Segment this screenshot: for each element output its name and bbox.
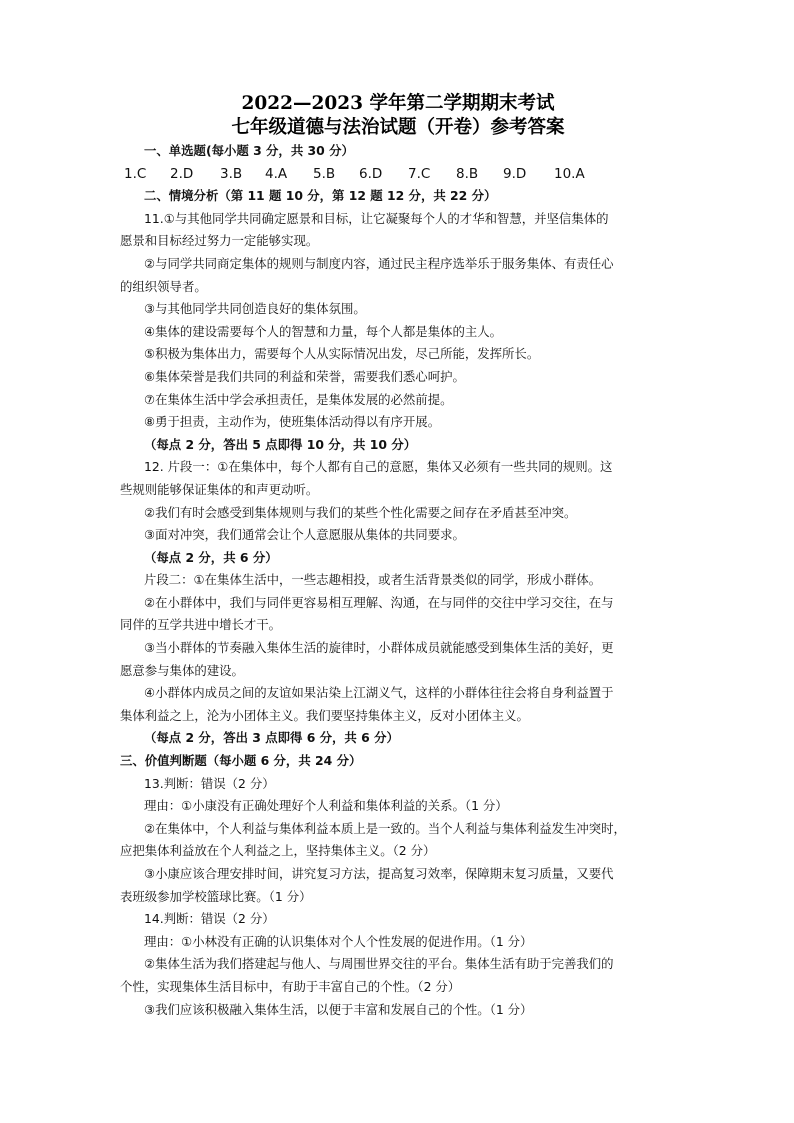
section-2-heading: 二、情境分析（第 11 题 10 分，第 12 题 12 分，共 22 分） [144,188,497,204]
text-line: 11.①与其他同学共同确定愿景和目标，让它凝聚每个人的才华和智慧，并坚信集体的 [144,210,609,226]
text-line: ③当小群体的节奏融入集体生活的旋律时，小群体成员就能感受到集体生活的美好，更 [144,640,614,656]
text-line: ⑧勇于担责，主动作为，使班集体活动得以有序开展。 [144,414,441,430]
document-content [120,92,676,1021]
text-line: ②在小群体中，我们与同伴更容易相互理解、沟通，在与同伴的交往中学习交往，在与 [144,594,614,610]
answer-1: 1.C [124,165,147,182]
text-line: （每点 2 分，答出 3 点即得 6 分，共 6 分） [144,730,399,746]
text-line: 片段二：①在集体生活中，一些志趣相投，或者生活背景类似的同学，形成小群体。 [144,572,602,588]
answer-body [120,208,676,1021]
answer-4: 4.A [265,165,288,182]
text-line: 理由：①小康没有正确处理好个人利益和集体利益的关系。（1 分） [144,798,508,814]
text-line: 12. 片段一：①在集体中，每个人都有自己的意愿，集体又必须有一些共同的规则。这 [144,459,613,475]
text-line: （每点 2 分，共 6 分） [144,549,278,565]
answer-10: 10.A [554,165,585,182]
answer-6: 6.D [359,165,383,182]
text-line: ③与其他同学共同创造良好的集体氛围。 [144,301,366,317]
answer-key-row [120,163,676,186]
text-line: ③小康应该合理安排时间，讲究复习方法，提高复习效率，保障期末复习质量，又要代 [144,866,614,881]
text-line: 些规则能够保证集体的和声更动听。 [120,481,319,497]
text-line: ②集体生活为我们搭建起与他人、与周围世界交往的平台。集体生活有助于完善我们的 [144,956,614,972]
text-line: ③面对冲突，我们通常会让个人意愿服从集体的共同要求。 [144,527,465,543]
text-line: ②与同学共同商定集体的规则与制度内容，通过民主程序选举乐于服务集体、有责任心 [144,255,614,271]
text-line: 三、价值判断题（每小题 6 分，共 24 分） [120,753,362,769]
text-line: ②我们有时会感受到集体规则与我们的某些个性化需要之间存在矛盾甚至冲突。 [144,504,577,520]
text-line: ②在集体中，个人利益与集体利益本质上是一致的。当个人利益与集体利益发生冲突时， [144,820,626,836]
answer-5: 5.B [313,165,336,182]
answer-2: 2.D [170,165,194,182]
answer-7: 7.C [408,165,431,182]
text-line: 愿景和目标经过努力一定能够实现。 [120,233,319,249]
text-line: ⑦在集体生活中学会承担责任，是集体发展的必然前提。 [144,391,453,407]
text-line: 的组织领导者。 [120,278,207,294]
text-line: 集体利益之上，沦为小团体主义。我们要坚持集体主义，反对小团体主义。 [120,707,529,723]
text-line: 同伴的互学共进中增长才干。 [120,617,282,633]
text-line: ⑤积极为集体出力，需要每个人从实际情况出发，尽己所能，发挥所长。 [144,346,540,362]
text-line: ③我们应该积极融入集体生活，以便于丰富和发展自己的个性。（1 分） [144,1001,533,1017]
section-1-heading: 一、单选题(每小题 3 分，共 30 分） [144,143,354,158]
text-line: 理由：①小林没有正确的认识集体对个人个性发展的促进作用。（1 分） [144,933,533,949]
text-line: ④集体的建设需要每个人的智慧和力量，每个人都是集体的主人。 [144,323,503,339]
title-line-1: 2022—2023 学年第二学期期末考试 [241,93,555,114]
text-line: ④小群体内成员之间的友谊如果沾染上江湖义气，这样的小群体往往会将自身利益置于 [144,685,614,701]
title-line-2: 七年级道德与法治试题（开卷）参考答案 [231,117,565,138]
text-line: 应把集体利益放在个人利益之上，坚持集体主义。（2 分） [120,843,436,859]
text-line: 愿意参与集体的建设。 [120,662,244,678]
text-line: 表班级参加学校篮球比赛。（1 分） [120,888,312,904]
text-line: ⑥集体荣誉是我们共同的利益和荣誉，需要我们悉心呵护。 [144,368,465,384]
answer-3: 3.B [220,165,243,182]
answer-9: 9.D [503,165,527,182]
text-line: 14.判断：错误（2 分） [144,911,275,927]
text-line: 13.判断：错误（2 分） [144,775,275,791]
text-line: （每点 2 分，答出 5 点即得 10 分，共 10 分） [144,436,417,452]
text-line: 个性，实现集体生活目标中，有助于丰富自己的个性。（2 分） [120,978,461,994]
answer-8: 8.B [456,165,479,182]
